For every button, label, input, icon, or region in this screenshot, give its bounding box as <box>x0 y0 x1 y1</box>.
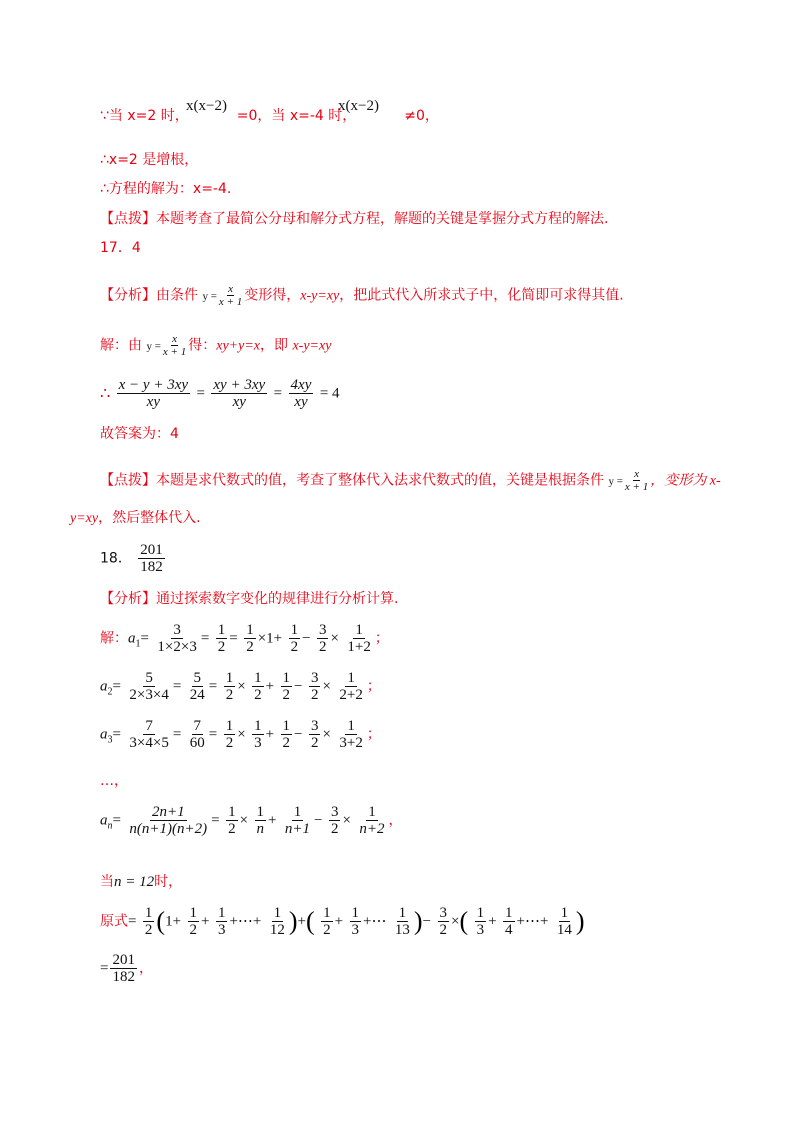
cond-lhs: y = <box>202 290 217 303</box>
a2-frac-1: $\frac{5}{2\times 3\times 4}$ <box>129 670 169 703</box>
a2-symbol: a <box>100 678 108 695</box>
line-a3: $a_3=$ $\frac{7}{3\times 4\times 5}$ = $\frac{7}{60}$ = $\frac{1}{2}$ × $\frac{1}{3}$ + $\frac{1}{2}$ − $\frac{3}{2}$ × $\frac{1}{3+2}$ ； <box>100 718 381 751</box>
math-x-x-minus-2: x(x−2) <box>186 98 227 114</box>
an-frac-1: $\frac{2n+1}{n(n+1)(n+2)}$ <box>129 804 208 837</box>
eq-2: = <box>273 385 283 402</box>
result-4: = 4 <box>319 385 340 402</box>
sol-cond-fraction: $\frac{x}{x + 1}$ <box>162 333 187 358</box>
a2-tail: ； <box>366 678 381 695</box>
line-original: 原式= $\frac{1}{2}$ (1+ $\frac{1}{2}$ + $\frac{1}{3}$ +⋯+ $\frac{1}{12}$ )+( $\frac{1}{2}$ + $\frac{1}{3}$ +⋯ $\frac{1}{13}$ )− $\frac{3}{2}$ ×( $\frac{1}{3}$ + $\frac{1}{4}$ +⋯+ $\frac{1}{14}$ ) <box>100 905 585 938</box>
line-analysis-18: 【分析】通过探索数字变化的规律进行分析计算. <box>100 591 399 607</box>
frac-3: $\frac{4xy}{xy}$ <box>290 377 312 410</box>
line-extraneous-root: ∴x=2 是增根， <box>100 152 199 168</box>
analysis-17-d: ，把此式代入所求式子中，化简即可求得其值. <box>339 287 624 304</box>
text-because-2: =0，当 x=-4 时， <box>236 108 357 124</box>
hint-17-d: ，然后整体代入. <box>98 510 201 526</box>
line-answer-17: 17．4 <box>100 240 141 256</box>
an-frac-3: $\frac{1}{n}$ <box>256 804 264 837</box>
line-hint-16: 【点拨】本题考查了最简公分母和解分式方程，解题的关键是掌握分式方程的解法. <box>100 211 609 227</box>
a1-tail: ； <box>374 630 389 647</box>
a2-frac-4: $\frac{1}{2}$ <box>254 670 262 703</box>
line-because <box>100 98 439 124</box>
orig-three-halves: $\frac{3}{2}$ <box>439 905 448 938</box>
a1-frac-6: $\frac{1}{1+2}$ <box>347 622 371 655</box>
orig-s1-f1: $\frac{1}{2}$ <box>189 905 198 938</box>
a3-frac-7: $\frac{1}{3+2}$ <box>339 718 363 751</box>
text-because-3: ≠0， <box>404 108 439 124</box>
an-symbol: a <box>100 812 108 829</box>
line-solution: ∴方程的解为：x=-4. <box>100 181 232 197</box>
a1-index: 1 <box>135 638 141 650</box>
a2-frac-3: $\frac{1}{2}$ <box>225 670 234 703</box>
eq-1: = <box>196 385 205 402</box>
when-a: 当 <box>100 874 114 890</box>
when-n12: n = 12 <box>114 874 155 890</box>
hint-cond-lhs: y = <box>608 475 623 488</box>
a1-frac-5: $\frac{3}{2}$ <box>318 622 327 655</box>
line-a2: $a_2=$ $\frac{5}{2\times 3\times 4}$ = $\frac{5}{24}$ = $\frac{1}{2}$ × $\frac{1}{2}$ + $\frac{1}{2}$ − $\frac{3}{2}$ × $\frac{1}{2+2}$ ； <box>100 670 381 703</box>
an-frac-5: $\frac{3}{2}$ <box>330 804 339 837</box>
orig-s1-f2: $\frac{1}{3}$ <box>217 905 226 938</box>
line-a1: 解：$a_1=$ $\frac{3}{1\times 2\times 3}$ = $\frac{1}{2}$ = $\frac{1}{2}$ ×1+ $\frac{1}{2}$ − $\frac{3}{2}$ × $\frac{1}{1+2}$ ； <box>100 622 389 655</box>
a2-frac-6: $\frac{3}{2}$ <box>310 670 319 703</box>
line-an: $a_n=$ $\frac{2n+1}{n(n+1)(n+2)}$ = $\frac{1}{2}$ × $\frac{1}{n}$ + $\frac{1}{n+1}$ − $\frac{3}{2}$ × $\frac{1}{n+2}$ ， <box>100 804 403 837</box>
final-tail: ， <box>138 960 153 977</box>
when-c: 时， <box>154 874 183 890</box>
cond-fraction: $\frac{x}{x + 1}$ <box>218 283 243 308</box>
a3-frac-3: $\frac{1}{2}$ <box>225 718 234 751</box>
label-18: 18． <box>100 550 132 567</box>
line-final: = $\frac{201}{182}$ ， <box>100 952 153 985</box>
an-frac-4: $\frac{1}{n+1}$ <box>284 804 311 837</box>
sol-cond-lhs: y = <box>146 340 161 353</box>
frac-1: $\frac{x - y + 3xy}{xy}$ <box>118 377 189 410</box>
line-answer-18 <box>100 542 167 575</box>
frac-2: $\frac{xy + 3xy}{xy}$ <box>213 377 266 410</box>
a3-frac-2: $\frac{7}{60}$ <box>189 718 205 751</box>
an-frac-6: $\frac{1}{n+2}$ <box>359 804 385 837</box>
math-x-x-minus-2-b: x(x−2) <box>338 98 379 114</box>
hint-cond-fraction: $\frac{x}{x + 1}$ <box>624 468 649 493</box>
line-ellipsis: …， <box>100 773 128 789</box>
sol-17-b: 得： <box>188 337 217 354</box>
hint-17-b: ，变形为 x- <box>650 473 721 489</box>
orig-s3-f3: $\frac{1}{14}$ <box>556 905 572 938</box>
line-therefore-eq <box>100 377 340 410</box>
sol-17-d: ，即 <box>259 337 293 354</box>
original-label: 原式 <box>100 913 128 930</box>
analysis-17-a: 【分析】由条件 <box>100 287 198 304</box>
a3-tail: ； <box>366 726 381 743</box>
a3-frac-5: $\frac{1}{2}$ <box>282 718 291 751</box>
orig-s3-f1: $\frac{1}{3}$ <box>476 905 485 938</box>
analysis-17-c: x-y=xy <box>300 288 340 304</box>
a2-index: 2 <box>107 686 113 698</box>
line-answer-is: 故答案为：4 <box>100 426 179 442</box>
frac-answer-18: $\frac{201}{182}$ <box>140 542 163 575</box>
sol-17-c: xy+y=x <box>216 338 260 354</box>
a1-frac-3: $\frac{1}{2}$ <box>246 622 254 655</box>
orig-frac-half: $\frac{1}{2}$ <box>144 905 153 938</box>
a1-times-1: ×1+ <box>257 630 283 647</box>
line-hint-17-cont <box>70 510 201 527</box>
orig-s2-f1: $\frac{1}{2}$ <box>323 905 331 938</box>
a1-symbol: a <box>128 630 136 647</box>
a2-frac-5: $\frac{1}{2}$ <box>282 670 291 703</box>
orig-s1-f3: $\frac{1}{12}$ <box>269 905 285 938</box>
a3-frac-4: $\frac{1}{3}$ <box>254 718 262 751</box>
a2-frac-7: $\frac{1}{2+2}$ <box>339 670 363 703</box>
text-because-1: ∵当 x=2 时， <box>100 108 189 124</box>
line-when-n12 <box>100 874 182 890</box>
a3-symbol: a <box>100 726 108 743</box>
line-analysis-17 <box>100 283 624 308</box>
orig-s2-f2: $\frac{1}{3}$ <box>351 905 359 938</box>
a1-prefix: 解： <box>100 630 128 647</box>
hint-17-a: 【点拨】本题是求代数式的值，考查了整体代入法求代数式的值，关键是根据条件 <box>100 472 604 489</box>
line-hint-17 <box>100 468 721 493</box>
analysis-17-b: 变形得， <box>244 287 301 304</box>
orig-s2-f3: $\frac{1}{13}$ <box>394 905 410 938</box>
line-solution-17 <box>100 333 331 358</box>
a3-frac-1: $\frac{7}{3\times 4\times 5}$ <box>129 718 169 751</box>
a1-frac-1: $\frac{3}{1\times 2\times 3}$ <box>157 622 197 655</box>
a2-frac-2: $\frac{5}{24}$ <box>189 670 205 703</box>
sol-17-e: x-y=xy <box>292 338 332 354</box>
a1-frac-4: $\frac{1}{2}$ <box>290 622 299 655</box>
hint-17-c: y=xy <box>70 511 99 526</box>
an-tail: ， <box>388 812 403 829</box>
final-fraction: $\frac{201}{182}$ <box>112 952 135 985</box>
a3-frac-6: $\frac{3}{2}$ <box>310 718 319 751</box>
therefore-symbol: ∴ <box>100 383 111 403</box>
an-index: n <box>107 820 113 832</box>
an-frac-2: $\frac{1}{2}$ <box>228 804 236 837</box>
sol-17-a: 解：由 <box>100 337 142 354</box>
a1-frac-2: $\frac{1}{2}$ <box>217 622 226 655</box>
a3-index: 3 <box>107 734 113 746</box>
orig-s3-f2: $\frac{1}{4}$ <box>505 905 513 938</box>
